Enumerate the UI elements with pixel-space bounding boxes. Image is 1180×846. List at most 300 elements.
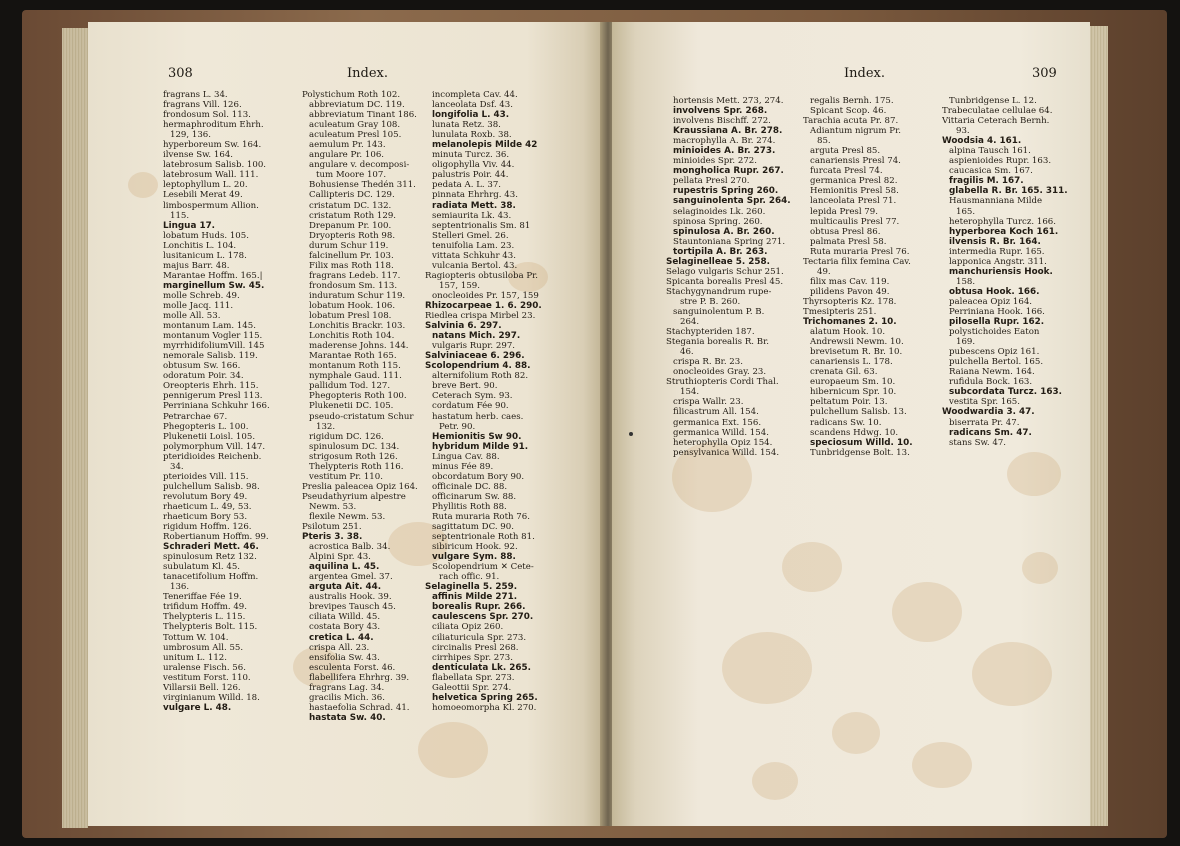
index-entry: Drepanum Pr. 100. <box>309 220 392 231</box>
index-entry: involvens Spr. 268. <box>673 106 768 117</box>
index-entry: brevipes Tausch 45. <box>309 602 396 613</box>
index-entry: Thelypteris Bolt. 115. <box>163 622 258 633</box>
index-entry: 158. <box>956 276 976 287</box>
index-entry: vestita Spr. 165. <box>949 397 1021 408</box>
index-entry: umbrosum All. 55. <box>163 642 244 653</box>
index-entry: cristatum DC. 132. <box>309 200 392 211</box>
index-entry: germanica Presl 82. <box>810 176 898 187</box>
index-entry: Psilotum 251. <box>302 522 362 533</box>
index-entry: manchuriensis Hook. <box>949 266 1053 277</box>
index-entry: pennigerum Presl 113. <box>163 391 263 402</box>
index-entry: argentea Gmel. 37. <box>309 572 393 583</box>
index-entry: flabellifera Ehrhrg. 39. <box>309 672 410 683</box>
index-entry: obtusa Hook. 166. <box>949 286 1040 297</box>
index-entry: rupestris Spring 260. <box>673 186 779 197</box>
index-entry: molle All. 53. <box>163 311 221 322</box>
index-entry: furcata Presl 74. <box>810 166 883 177</box>
index-entry: sanguinolentum P. B. <box>673 306 765 317</box>
index-entry: palustris Poir. 44. <box>432 170 509 181</box>
index-entry: pinnata Ehrhrg. 43. <box>432 190 518 201</box>
index-entry: sibiricum Hook. 92. <box>432 542 518 553</box>
index-entry: pulchellum Salisb. 13. <box>810 407 907 418</box>
index-entry: abbreviatum Tinant 186. <box>309 110 417 121</box>
index-entry: Tunbridgense Bolt. 13. <box>810 447 910 458</box>
index-entry: speciosum Willd. 10. <box>810 437 913 448</box>
index-entry: heterophylla Opiz 154. <box>673 437 773 448</box>
index-entry: minioides A. Br. 273. <box>673 146 776 157</box>
index-entry: cristatum Roth 129. <box>309 210 397 221</box>
index-entry: falcinellum Pr. 103. <box>309 250 394 261</box>
index-entry: heterophylla Turcz. 166. <box>949 216 1056 227</box>
index-entry: mongholica Rupr. 267. <box>673 166 784 177</box>
index-entry: minus Fée 89. <box>432 461 494 472</box>
index-entry: Lonchitis Roth 104. <box>309 331 395 342</box>
index-column-3 <box>425 90 559 713</box>
index-entry: Stachypteriden 187. <box>666 327 755 338</box>
index-entry: officinarum Sw. 88. <box>432 491 517 502</box>
index-entry: minuta Turcz. 36. <box>432 150 510 161</box>
index-entry: 34. <box>170 461 184 472</box>
index-entry: polymorphum Vill. 147. <box>163 441 266 452</box>
index-entry: circinalis Presl 268. <box>432 642 519 653</box>
index-entry: 115. <box>170 210 190 221</box>
index-entry: scandens Hdwg. 10. <box>810 427 899 438</box>
index-entry: europaeum Sm. 10. <box>810 377 896 388</box>
index-entry: induratum Schur 119. <box>309 290 406 301</box>
index-entry: 157, 159. <box>439 280 481 291</box>
index-entry: limbospermum Allion. <box>163 200 259 211</box>
index-entry: onocleoides Gray. 23. <box>673 367 767 378</box>
index-entry: unitum L. 112. <box>163 652 227 663</box>
index-entry: Salviniaceae 6. 296. <box>425 351 525 362</box>
index-entry: Tottum W. 104. <box>163 632 229 643</box>
index-entry: lepida Presl 79. <box>810 206 878 217</box>
index-entry: frondosum Sol. 113. <box>163 110 251 121</box>
page-number: 309 <box>1032 66 1057 81</box>
index-entry: Andrewsii Newm. 10. <box>810 337 904 348</box>
index-entry: Marantae Hoffm. 165.| <box>163 270 263 281</box>
index-entry: aculeatum Gray 108. <box>309 120 401 131</box>
index-entry: crenata Gil. 63. <box>810 367 878 378</box>
index-entry: hastatum herb. caes. <box>432 411 524 422</box>
index-entry: Phyllitis Roth 88. <box>432 501 507 512</box>
index-entry: Bohusiense Thedén 311. <box>309 180 416 191</box>
index-entry: pedata A. L. 37. <box>432 180 502 191</box>
index-entry: Plukenetii DC. 105. <box>309 401 394 412</box>
index-entry: hastaefolia Schrad. 41. <box>309 702 410 713</box>
index-entry: ensifolia Sw. 43. <box>309 652 380 663</box>
index-entry: radicans Sw. 10. <box>810 417 882 428</box>
index-entry: australis Hook. 39. <box>309 592 392 603</box>
index-entry: esculenta Forst. 46. <box>309 662 396 673</box>
index-entry: oligophylla Viv. 44. <box>432 160 515 171</box>
index-entry: Petr. 90. <box>439 421 476 432</box>
index-entry: Thelypteris L. 115. <box>163 612 246 623</box>
index-column-4 <box>666 96 800 458</box>
index-entry: Hemionitis Sw 90. <box>432 431 522 442</box>
index-entry: virginianum Willd. 18. <box>163 692 260 703</box>
index-entry: cirrhipes Spr. 273. <box>432 652 513 663</box>
index-entry: caucasica Sm. 167. <box>949 166 1033 177</box>
index-entry: ilvensis R. Br. 164. <box>949 236 1041 247</box>
index-entry: palmata Presl 58. <box>810 236 887 247</box>
index-entry: septentrionalis Sm. 81 <box>432 220 531 231</box>
index-entry: canariensis L. 178. <box>810 357 893 368</box>
index-entry: tanacetifolium Hoffm. <box>163 572 259 583</box>
index-entry: 85. <box>817 136 831 147</box>
index-entry: nymphale Gaud. 111. <box>309 371 402 382</box>
index-entry: angulare Pr. 106. <box>309 150 385 161</box>
index-entry: melanolepis Milde 42 <box>432 140 538 151</box>
index-entry: pilidens Pavon 49. <box>810 286 890 297</box>
index-entry: fragrans L. 34. <box>163 90 228 100</box>
index-entry: Pseudathyrium alpestre <box>302 491 406 502</box>
ink-dot <box>629 432 633 436</box>
index-entry: Selago vulgaris Schur 251. <box>666 266 784 277</box>
index-entry: Villarsii Bell. 126. <box>163 682 241 693</box>
index-entry: Riedlea crispa Mirbel 23. <box>425 311 536 322</box>
index-entry: costata Bory 43. <box>309 622 381 633</box>
index-entry: Stelleri Gmel. 26. <box>432 230 509 241</box>
index-entry: ciliaturicula Spr. 273. <box>432 632 527 643</box>
index-entry: 46. <box>680 347 694 358</box>
index-entry: brevisetum R. Br. 10. <box>810 347 903 358</box>
index-entry: glabella R. Br. 165. 311. <box>949 186 1068 197</box>
index-entry: peltatum Poir. 13. <box>810 397 888 408</box>
index-entry: semiaurita Lk. 43. <box>432 210 512 221</box>
index-entry: Petrarchae 67. <box>163 411 228 422</box>
index-entry: homoeomorpha Kl. 270. <box>432 702 537 713</box>
index-entry: lapponica Angstr. 311. <box>949 256 1047 267</box>
index-entry: Marantae Roth 165. <box>309 351 397 362</box>
index-entry: Raiana Newm. 164. <box>949 367 1035 378</box>
index-entry: lusitanicum L. 178. <box>163 250 247 261</box>
index-entry: Selaginella 5. 259. <box>425 582 518 593</box>
index-entry: affinis Milde 271. <box>432 592 518 603</box>
index-entry: lobatum Presl 108. <box>309 311 392 322</box>
index-entry: lanceolata Dsf. 43. <box>432 100 513 111</box>
index-entry: Ruta muraria Roth 76. <box>432 511 530 522</box>
index-entry: arguta Presl 85. <box>810 146 881 157</box>
index-entry: alternifolium Roth 82. <box>432 371 529 382</box>
index-entry: biserrata Pr. 47. <box>949 417 1020 428</box>
index-entry: 93. <box>956 126 970 137</box>
index-entry: revolutum Bory 49. <box>163 491 248 502</box>
index-entry: Scolopendrium ✕ Cete- <box>432 562 534 573</box>
index-entry: Plukenetii Loisl. 105. <box>163 431 256 442</box>
index-entry: aculeatum Presl 105. <box>309 130 402 141</box>
index-entry: 165. <box>956 206 976 217</box>
index-entry: sanguinolenta Spr. 264. <box>673 196 791 207</box>
index-entry: Filix mas Roth 118. <box>309 260 394 271</box>
index-entry: obtusum Sw. 166. <box>163 361 241 372</box>
index-entry: montanum Vogler 115. <box>163 331 263 342</box>
index-entry: pseudo-cristatum Schur <box>309 411 414 422</box>
index-entry: Lesebili Merat 49. <box>163 190 243 201</box>
index-entry: tenuifolia Lam. 23. <box>432 240 515 251</box>
index-entry: alatum Hook. 10. <box>810 327 886 338</box>
index-entry: Struthiopteris Cordi Thal. <box>666 377 779 388</box>
index-entry: vulgare L. 48. <box>163 702 232 713</box>
index-entry: Lingua 17. <box>163 220 216 231</box>
page-number: 308 <box>168 66 193 81</box>
index-entry: angulare v. decomposi- <box>309 160 410 171</box>
index-entry: radiata Mett. 38. <box>432 200 516 211</box>
index-entry: acrostica Balb. 34. <box>309 542 391 553</box>
index-entry: rhaeticum Bory 53. <box>163 511 248 522</box>
index-entry: vestitum Forst. 110. <box>163 672 251 683</box>
index-entry: fragilis M. 167. <box>949 176 1024 187</box>
index-entry: odoratum Poir. 34. <box>163 371 244 382</box>
index-entry: Stachygynandrum rupe- <box>666 286 772 297</box>
index-entry: 136. <box>170 582 190 593</box>
index-entry: denticulata Lk. 265. <box>432 662 531 673</box>
index-entry: helvetica Spring 265. <box>432 692 538 703</box>
index-entry: Salvinia 6. 297. <box>425 321 502 332</box>
index-entry: Kraussiana A. Br. 278. <box>673 126 783 137</box>
index-entry: Vittaria Ceterach Bernh. <box>942 116 1050 127</box>
index-entry: spinosa Spring. 260. <box>673 216 763 227</box>
index-entry: lunata Retz. 38. <box>432 120 501 131</box>
index-entry: minioides Spr. 272. <box>673 156 757 167</box>
index-entry: Phegopteris L. 100. <box>163 421 249 432</box>
index-entry: involvens Bischff. 272. <box>673 116 771 127</box>
index-column-6 <box>942 96 1080 448</box>
index-entry: caulescens Spr. 270. <box>432 612 534 623</box>
index-entry: latebrosum Wall. 111. <box>163 170 259 181</box>
index-entry: pellata Presl 270. <box>673 176 750 187</box>
page-edges-left <box>62 28 88 828</box>
index-entry: rigidum Hoffm. 126. <box>163 522 252 533</box>
index-entry: obcordatum Bory 90. <box>432 471 525 482</box>
index-entry: crispa R. Br. 23. <box>673 357 743 368</box>
index-entry: hyperborea Koch 161. <box>949 226 1059 237</box>
index-entry: Thyrsopteris Kz. 178. <box>803 296 897 307</box>
page-edges-right <box>1090 26 1108 826</box>
index-entry: Selaginelleae 5. 258. <box>666 256 770 267</box>
index-entry: Lonchitis Brackr. 103. <box>309 321 406 332</box>
index-entry: Stauntoniana Spring 271. <box>673 236 786 247</box>
index-entry: vulgare Sym. 88. <box>432 552 516 563</box>
index-entry: Tunbridgense L. 12. <box>949 96 1037 106</box>
index-entry: Ceterach Sym. 93. <box>432 391 513 402</box>
index-entry: molle Jacq. 111. <box>163 300 234 311</box>
index-entry: uralense Fisch. 56. <box>163 662 246 673</box>
index-entry: vittata Schkuhr 43. <box>432 250 516 261</box>
index-entry: hermaphroditum Ehrh. <box>163 120 264 131</box>
index-entry: maderense Johns. 144. <box>309 341 409 352</box>
index-entry: regalis Bernh. 175. <box>810 96 894 106</box>
index-entry: Ragiopteris obtusiloba Pr. <box>425 270 539 281</box>
index-entry: aemulum Pr. 143. <box>309 140 386 151</box>
index-entry: Woodwardia 3. 47. <box>942 407 1035 418</box>
index-entry: radicans Sm. 47. <box>949 427 1032 438</box>
index-entry: longifolia L. 43. <box>432 110 510 121</box>
index-entry: pallidum Tod. 127. <box>309 381 391 392</box>
index-entry: stans Sw. 47. <box>949 437 1007 448</box>
index-entry: hyperboreum Sw. 164. <box>163 140 262 151</box>
index-entry: Phegopteris Roth 100. <box>309 391 407 402</box>
index-entry: rigidum DC. 126. <box>309 431 384 442</box>
index-entry: montanum Roth 115. <box>309 361 401 372</box>
index-entry: vulgaris Rupr. 297. <box>432 341 516 352</box>
index-entry: montanum Lam. 145. <box>163 321 256 332</box>
index-entry: multicaulis Presl 77. <box>810 216 900 227</box>
index-entry: 49. <box>817 266 831 277</box>
left-page <box>88 22 604 826</box>
index-entry: latebrosum Salisb. 100. <box>163 160 267 171</box>
index-entry: Adiantum nigrum Pr. <box>810 126 901 137</box>
index-entry: breve Bert. 90. <box>432 381 498 392</box>
index-entry: polystichoides Eaton <box>949 327 1040 338</box>
index-entry: hastata Sw. 40. <box>309 712 386 723</box>
index-entry: sagittatum DC. 90. <box>432 522 514 533</box>
index-entry: Tmesipteris 251. <box>803 306 877 317</box>
index-entry: rhaeticum L. 49, 53. <box>163 501 252 512</box>
index-entry: vulcania Bertol. 43. <box>432 260 518 271</box>
index-entry: hibernicum Spr. 10. <box>810 387 897 398</box>
index-entry: 154. <box>680 387 700 398</box>
index-entry: Newm. 53. <box>309 501 357 512</box>
index-entry: stre P. B. 260. <box>680 296 741 307</box>
index-entry: lobatum Hook. 106. <box>309 300 396 311</box>
index-entry: subcordata Turcz. 163. <box>949 387 1062 398</box>
index-entry: vestitum Pr. 110. <box>309 471 383 482</box>
index-entry: myrrhidifoliumVill. 145 <box>163 341 265 352</box>
index-entry: Galeottii Spr. 274. <box>432 682 512 693</box>
index-entry: Woodsia 4. 161. <box>942 136 1022 147</box>
index-entry: Hausmanniana Milde <box>949 196 1043 207</box>
index-entry: Hemionitis Presl 58. <box>810 186 899 197</box>
index-entry: Preslia paleacea Opiz 164. <box>302 481 418 492</box>
index-entry: Pteris 3. 38. <box>302 532 363 543</box>
index-entry: spinulosa A. Br. 260. <box>673 226 775 237</box>
index-entry: Spicant Scop. 46. <box>810 106 887 117</box>
index-entry: fragrans Vill. 126. <box>163 100 242 111</box>
index-entry: macrophylla A. Br. 274. <box>673 136 776 147</box>
index-entry: Teneriffae Fée 19. <box>163 592 242 603</box>
index-entry: filicastrum All. 154. <box>673 407 759 418</box>
index-entry: canariensis Presl 74. <box>810 156 901 167</box>
index-entry: Scolopendrium 4. 88. <box>425 361 531 372</box>
index-entry: natans Mich. 297. <box>432 331 521 342</box>
index-entry: molle Schreb. 49. <box>163 290 240 301</box>
index-entry: pterioides Vill. 115. <box>163 471 249 482</box>
index-entry: Polystichum Roth 102. <box>302 90 401 100</box>
index-entry: pubescens Opiz 161. <box>949 347 1040 358</box>
index-entry: pulchella Bertol. 165. <box>949 357 1044 368</box>
index-entry: Tectaria filix femina Cav. <box>803 256 911 267</box>
index-entry: Stegania borealis R. Br. <box>666 337 769 348</box>
index-entry: selaginoides Lk. 260. <box>673 206 766 217</box>
index-entry: Thelypteris Roth 116. <box>309 461 404 472</box>
index-entry: durum Schur 119. <box>309 240 389 251</box>
index-entry: septentrionale Roth 81. <box>432 532 535 543</box>
index-column-2 <box>302 90 436 723</box>
index-column-5 <box>803 96 937 458</box>
index-entry: strigosum Roth 126. <box>309 451 398 462</box>
index-entry: crispa All. 23. <box>309 642 370 653</box>
index-entry: germanica Willd. 154. <box>673 427 769 438</box>
index-entry: leptophyllum L. 20. <box>163 180 248 191</box>
index-entry: officinale DC. 88. <box>432 481 508 492</box>
index-entry: pteridioides Reichenb. <box>163 451 262 462</box>
index-entry: lobatum Huds. 105. <box>163 230 249 241</box>
index-entry: hybridum Milde 91. <box>432 441 529 452</box>
index-entry: incompleta Cav. 44. <box>432 90 518 100</box>
index-entry: tortipila A. Br. 263. <box>673 246 768 257</box>
index-entry: gracilis Mich. 36. <box>309 692 385 703</box>
index-entry: lanceolata Presl 71. <box>810 196 897 207</box>
index-entry: Lonchitis L. 104. <box>163 240 237 251</box>
index-entry: subulatum Kl. 45. <box>163 562 241 573</box>
right-page <box>612 22 1090 826</box>
index-entry: Dryopteris Roth 98. <box>309 230 396 241</box>
index-entry: Alpini Spr. 43. <box>309 552 371 563</box>
index-entry: onocleoides Pr. 157, 159 <box>432 290 539 301</box>
running-head: Index. <box>347 66 388 81</box>
index-entry: spinulosum DC. 134. <box>309 441 400 452</box>
index-entry: Robertianum Hoffm. 99. <box>163 532 269 543</box>
index-entry: Tarachia acuta Pr. 87. <box>803 116 899 127</box>
index-entry: cordatum Fée 90. <box>432 401 509 412</box>
index-entry: 264. <box>680 317 700 328</box>
index-entry: rufidula Bock. 163. <box>949 377 1033 388</box>
index-entry: 129, 136. <box>170 130 212 141</box>
index-entry: intermedia Rupr. 165. <box>949 246 1045 257</box>
index-entry: Trichomanes 2. 10. <box>803 317 897 328</box>
index-entry: ciliata Willd. 45. <box>309 612 381 623</box>
index-entry: lunulata Roxb. 38. <box>432 130 512 141</box>
index-entry: Ruta muraria Presl 76. <box>810 246 910 257</box>
index-entry: flabellata Spr. 273. <box>432 672 515 683</box>
index-entry: borealis Rupr. 266. <box>432 602 526 613</box>
index-entry: marginellum Sw. 45. <box>163 280 265 291</box>
index-entry: ciliata Opiz 260. <box>432 622 504 633</box>
index-entry: hortensis Mett. 273, 274. <box>673 96 784 106</box>
index-entry: Lingua Cav. 88. <box>432 451 500 462</box>
index-entry: Perriniana Schkuhr 166. <box>163 401 270 412</box>
index-entry: germanica Ext. 156. <box>673 417 762 428</box>
index-entry: arguta Ait. 44. <box>309 582 382 593</box>
index-entry: flexile Newm. 53. <box>309 511 386 522</box>
index-entry: aquilina L. 45. <box>309 562 380 573</box>
index-entry: pulchellum Salisb. 98. <box>163 481 260 492</box>
index-entry: ilvense Sw. 164. <box>163 150 234 161</box>
index-entry: Oreopteris Ehrh. 115. <box>163 381 259 392</box>
index-entry: trifidum Hoffm. 49. <box>163 602 248 613</box>
index-entry: cretica L. 44. <box>309 632 374 643</box>
index-entry: Perriniana Hook. 166. <box>949 306 1045 317</box>
index-entry: majus Barr. 48. <box>163 260 230 271</box>
index-entry: spinulosum Retz 132. <box>163 552 257 563</box>
index-entry: pensylvanica Willd. 154. <box>673 447 780 458</box>
index-entry: tum Moore 107. <box>316 170 387 181</box>
index-entry: frondosum Sm. 113. <box>309 280 398 291</box>
index-entry: nemorale Salisb. 119. <box>163 351 258 362</box>
index-entry: Rhizocarpeae 1. 6. 290. <box>425 300 542 311</box>
index-entry: Schraderi Mett. 46. <box>163 542 259 553</box>
index-entry: 132. <box>316 421 336 432</box>
index-entry: fragrans Ledeb. 117. <box>309 270 401 281</box>
index-entry: abbreviatum DC. 119. <box>309 100 405 111</box>
index-entry: alpina Tausch 161. <box>949 146 1031 157</box>
index-entry: filix mas Cav. 119. <box>810 276 890 287</box>
index-column-1 <box>163 90 297 713</box>
index-entry: paleacea Opiz 164. <box>949 296 1033 307</box>
running-head: Index. <box>844 66 885 81</box>
index-entry: pilosella Rupr. 162. <box>949 317 1045 328</box>
